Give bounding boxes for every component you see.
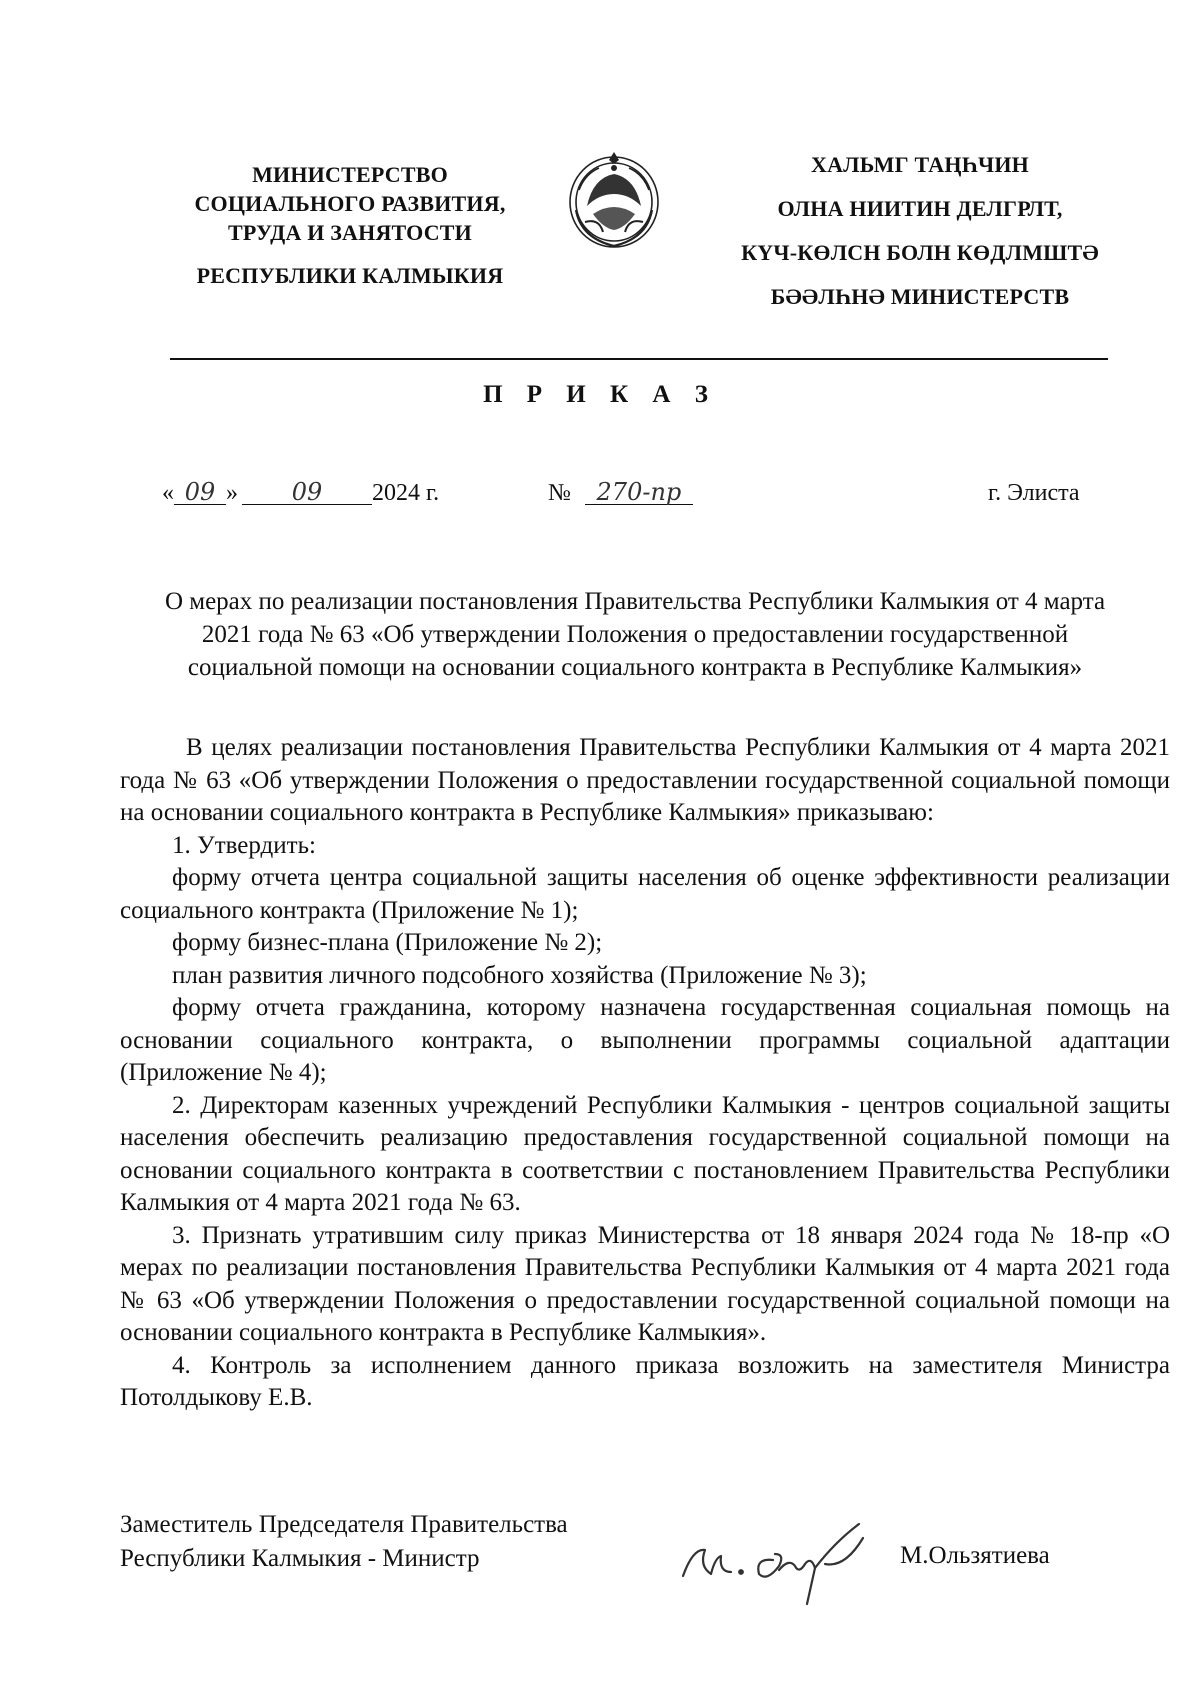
body-paragraph: 1. Утвердить: [172, 831, 316, 859]
body-paragraph: форму отчета гражданина, которому назначена государственная социальная помощь на основании социального контракта, о выполнении программы социальной адаптации (Приложение № 4); [120, 994, 1170, 1086]
number-label: № [548, 480, 571, 506]
document-number [548, 478, 693, 508]
document-body [120, 732, 1170, 1415]
ministry-line: МИНИСТЕРСТВО [252, 162, 448, 187]
ministry-line: РЕСПУБЛИКИ КАЛМЫКИЯ [196, 263, 504, 288]
ministry-name-kalmyk [720, 143, 1120, 319]
ministry-line: СОЦИАЛЬНОГО РАЗВИТИЯ, [194, 191, 506, 216]
document-city: г. Элиста [988, 480, 1080, 506]
signatory-name: М.Ользятиева [900, 1542, 1050, 1569]
document-title: О мерах по реализации постановления Правительства Республики Калмыкия от 4 марта 2021 года № 63 «Об утверждении Положения о предоставлении государственной социальной помощи на основании социального контракта в Республике Калмыкия» [164, 588, 1106, 681]
handwritten-signature [675, 1518, 875, 1608]
document-date [162, 478, 439, 508]
body-paragraph: план развития личного подсобного хозяйства (Приложение № 3); [172, 961, 867, 989]
document-type: П Р И К А З [483, 381, 717, 408]
body-paragraph: форму бизнес-плана (Приложение № 2); [172, 929, 603, 956]
body-paragraph: 3. Признать утратившим силу приказ Министерства от 18 января 2024 года № 18-пр «О мерах по реализации постановления Правительства Республики Калмыкия от 4 марта 2021 года № 63 «Об утверждении Положения о предоставлении государственной социальной помощи на основании социального контракта в Республике Калмыкия». [120, 1221, 1170, 1346]
date-year: 2024 г. [372, 480, 440, 506]
ministry-line: КҮЧ-КӨЛСН БОЛН КӨДЛМШТӘ [741, 240, 1099, 265]
ministry-line: ОЛНА НИИТИН ДЕЛГРЛТ, [777, 196, 1063, 221]
body-paragraph: В целях реализации постановления Правительства Республики Калмыкия от 4 марта 2021 года № 63 «Об утверждении Положения о предоставлении государственной социальной помощи на основании социального контракта в Республике Калмыкия» приказываю: [120, 734, 1170, 826]
signatory-position [120, 1508, 568, 1576]
header-divider [170, 358, 1108, 360]
body-paragraph: 4. Контроль за исполнением данного приказа возложить на заместителя Министра Потолдыкову Е.В. [120, 1351, 1170, 1411]
signatory-position-line: Заместитель Председателя Правительства [120, 1511, 568, 1538]
signatory-position-line: Республики Калмыкия - Министр [120, 1545, 480, 1572]
ministry-line: ХАЛЬМГ ТАҢҺЧИН [811, 152, 1029, 177]
date-close-quote: » [226, 480, 238, 506]
ministry-line: ТРУДА И ЗАНЯТОСТИ [228, 220, 472, 245]
kalmykia-emblem-icon [563, 148, 665, 252]
date-month: 09 [242, 480, 372, 505]
date-day: 09 [174, 480, 226, 505]
date-open-quote: « [162, 480, 174, 506]
ministry-name-russian [180, 160, 520, 290]
body-paragraph: форму отчета центра социальной защиты населения об оценке эффективности реализации социального контракта (Приложение № 1); [120, 864, 1170, 924]
number-value: 270-пр [585, 480, 693, 505]
body-paragraph: 2. Директорам казенных учреждений Республики Калмыкия - центров социальной защиты населения обеспечить реализацию предоставления государственной социальной помощи на основании социального контракта в соответствии с постановлением Правительства Республики Калмыкия от 4 марта 2021 года № 63. [120, 1091, 1170, 1216]
ministry-line: БӘӘЛҺНӘ МИНИСТЕРСТВ [770, 284, 1070, 309]
